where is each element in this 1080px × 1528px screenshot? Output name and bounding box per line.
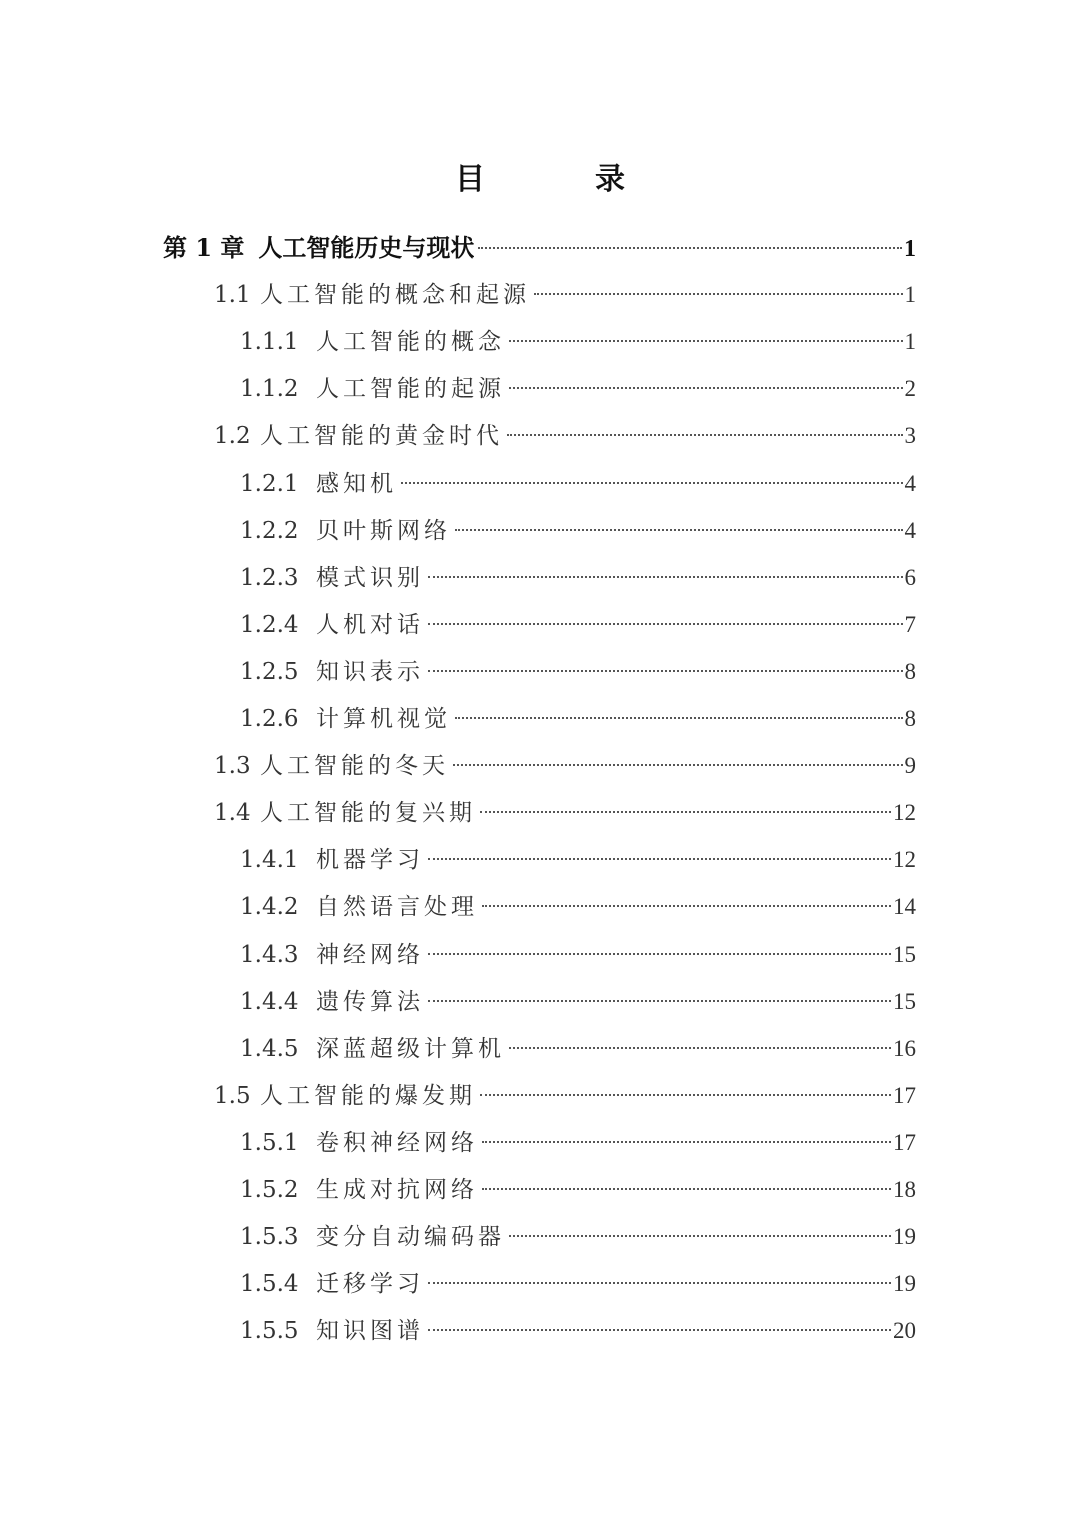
dot-leader — [509, 340, 903, 342]
toc-entry-number: 1.2.4 — [240, 611, 299, 638]
toc-entry-label: 人工智能的复兴期 — [260, 800, 476, 827]
toc-subsection-entry[interactable] — [240, 885, 916, 929]
toc-entry-number: 1.2.3 — [240, 564, 299, 591]
dot-leader — [428, 670, 903, 672]
dot-leader — [428, 623, 903, 625]
toc-entry-page-number: 6 — [904, 564, 916, 590]
toc-entry-page-number: 1 — [904, 282, 916, 308]
dot-leader — [455, 529, 903, 531]
toc-entry-number: 1.1.1 — [240, 329, 299, 356]
toc-entry-page-number: 12 — [893, 800, 916, 826]
toc-subsection-entry[interactable] — [240, 933, 916, 977]
toc-subsection-entry[interactable] — [240, 367, 916, 411]
toc-subsection-entry[interactable] — [240, 1262, 916, 1306]
dot-leader — [480, 811, 891, 813]
toc-entry-number: 1.4 — [214, 800, 251, 827]
toc-entry-number: 1.5.3 — [240, 1224, 299, 1251]
toc-entry-page-number: 20 — [893, 1318, 916, 1344]
toc-entry-number: 1.2.5 — [240, 658, 299, 685]
dot-leader — [509, 1047, 891, 1049]
toc-entry-page-number: 19 — [893, 1271, 916, 1297]
toc-entry-label: 神经网络 — [316, 941, 424, 968]
toc-entry-label: 人工智能的黄金时代 — [260, 423, 503, 450]
dot-leader — [482, 1188, 891, 1190]
toc-entry-page-number: 9 — [904, 753, 916, 779]
toc-subsection-entry[interactable] — [240, 697, 916, 741]
dot-leader — [478, 247, 902, 249]
toc-entry-page-number: 4 — [904, 517, 916, 543]
toc-entry-page-number: 2 — [904, 376, 916, 402]
toc-entry-label: 深蓝超级计算机 — [316, 1035, 505, 1062]
toc-entry-number: 1.4.2 — [240, 894, 299, 921]
toc-subsection-entry[interactable] — [240, 462, 916, 506]
toc-entry-number: 1.1.2 — [240, 376, 299, 403]
toc-section-entry[interactable] — [214, 273, 916, 317]
toc-subsection-entry[interactable] — [240, 1168, 916, 1212]
toc-entry-number: 1.2.6 — [240, 706, 299, 732]
dot-leader — [482, 1141, 891, 1143]
toc-entry-page-number: 1 — [904, 236, 916, 262]
dot-leader — [507, 434, 903, 436]
dot-leader — [428, 576, 903, 578]
toc-subsection-entry[interactable] — [240, 603, 916, 647]
dot-leader — [453, 764, 903, 766]
toc-section-entry[interactable] — [214, 414, 916, 458]
dot-leader — [509, 1235, 891, 1237]
toc-entry-page-number: 17 — [893, 1129, 916, 1155]
toc-entry-label: 遗传算法 — [316, 988, 424, 1015]
toc-entry-label: 人工智能的冬天 — [260, 753, 449, 780]
toc-subsection-entry[interactable] — [240, 650, 916, 694]
toc-section-entry[interactable] — [214, 791, 916, 835]
toc-entry-page-number: 3 — [904, 423, 916, 449]
toc-chapter-entry[interactable] — [163, 226, 916, 270]
toc-entry-number: 1.4.5 — [240, 1035, 299, 1062]
toc-subsection-entry[interactable] — [240, 838, 916, 882]
toc-entry-page-number: 15 — [893, 988, 916, 1014]
toc-entry-number: 1.4.4 — [240, 988, 299, 1015]
toc-section-entry[interactable] — [214, 744, 916, 788]
toc-entry-label: 计算机视觉 — [316, 706, 451, 732]
toc-entry-page-number: 8 — [904, 658, 916, 684]
toc-entry-number: 1.3 — [214, 753, 251, 780]
toc-entry-page-number: 8 — [904, 706, 916, 731]
toc-entry-label: 人工智能的概念 — [316, 329, 505, 356]
dot-leader — [428, 1000, 891, 1002]
dot-leader — [480, 1094, 891, 1096]
toc-entry-label: 生成对抗网络 — [316, 1177, 478, 1203]
toc-entry-page-number: 7 — [904, 611, 916, 637]
toc-entry-label: 人工智能的起源 — [316, 376, 505, 403]
toc-entry-label: 变分自动编码器 — [316, 1224, 505, 1251]
toc-subsection-entry[interactable] — [240, 980, 916, 1024]
toc-entry-label: 模式识别 — [316, 564, 424, 591]
dot-leader — [428, 1329, 891, 1331]
toc-entry-label: 卷积神经网络 — [316, 1129, 478, 1156]
toc-subsection-entry[interactable] — [240, 1027, 916, 1071]
toc-entry-page-number: 12 — [893, 847, 916, 873]
toc-subsection-entry[interactable] — [240, 1215, 916, 1259]
toc-entry-page-number: 18 — [893, 1177, 916, 1202]
toc-entry-label: 自然语言处理 — [316, 894, 478, 921]
toc-entry-number: 1.1 — [214, 282, 251, 309]
toc-entry-label: 人工智能的概念和起源 — [260, 282, 530, 309]
toc-entry-label: 人工智能的爆发期 — [260, 1082, 476, 1109]
toc-entry-page-number: 1 — [904, 329, 916, 355]
toc-entry-page-number: 4 — [904, 470, 916, 496]
toc-entry-label: 知识图谱 — [316, 1318, 424, 1345]
toc-entry-number: 1.5.5 — [240, 1318, 299, 1345]
dot-leader — [455, 717, 903, 719]
toc-entry-page-number: 17 — [893, 1082, 916, 1108]
dot-leader — [428, 858, 891, 860]
toc-entry-label: 机器学习 — [316, 847, 424, 874]
toc-entry-number: 1.5.2 — [240, 1177, 299, 1203]
toc-entry-number: 1.5 — [214, 1082, 251, 1109]
toc-entry-page-number: 14 — [893, 894, 916, 920]
toc-section-entry[interactable] — [214, 1074, 916, 1118]
toc-subsection-entry[interactable] — [240, 556, 916, 600]
toc-entry-label: 人工智能历史与现状 — [258, 233, 475, 262]
toc-entry-number: 1.2.2 — [240, 517, 299, 544]
toc-entry-number: 1.4.1 — [240, 847, 299, 874]
dot-leader — [509, 387, 903, 389]
toc-subsection-entry[interactable] — [240, 1309, 916, 1353]
toc-entry-number: 1.5.4 — [240, 1271, 299, 1298]
toc-subsection-entry[interactable] — [240, 1121, 916, 1165]
dot-leader — [401, 482, 903, 484]
toc-entry-label: 知识表示 — [316, 658, 424, 685]
toc-entry-label: 感知机 — [316, 470, 397, 497]
toc-subsection-entry[interactable] — [240, 320, 916, 364]
toc-entry-number: 1.2 — [214, 423, 251, 450]
dot-leader — [428, 1282, 891, 1284]
toc-subsection-entry[interactable] — [240, 509, 916, 553]
toc-entry-number: 第 1 章 — [163, 233, 245, 262]
toc-entry-page-number: 16 — [893, 1035, 916, 1061]
toc-entry-number: 1.5.1 — [240, 1129, 299, 1156]
dot-leader — [482, 905, 891, 907]
toc-entry-number: 1.4.3 — [240, 941, 299, 968]
toc-entry-label: 迁移学习 — [316, 1271, 424, 1298]
dot-leader — [534, 293, 903, 295]
toc-entry-number: 1.2.1 — [240, 470, 299, 497]
toc-entry-page-number: 19 — [893, 1224, 916, 1250]
toc-entry-page-number: 15 — [893, 941, 916, 967]
page-title: 目 录 — [455, 162, 665, 197]
toc-entry-label: 人机对话 — [316, 611, 424, 638]
dot-leader — [428, 953, 891, 955]
toc-entry-label: 贝叶斯网络 — [316, 517, 451, 544]
